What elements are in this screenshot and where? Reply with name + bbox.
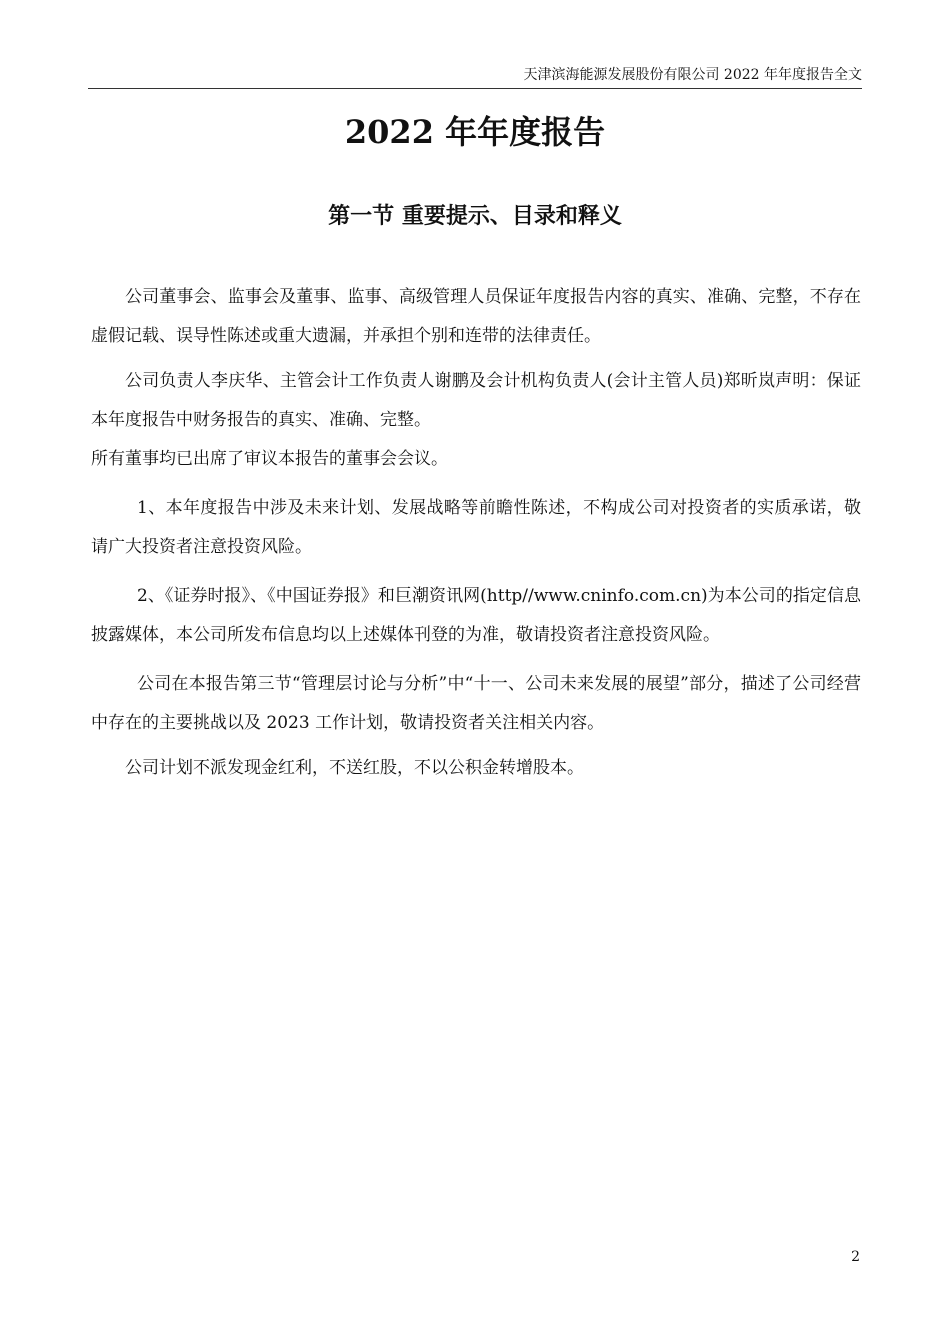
paragraph-board-guarantee: 公司董事会、监事会及董事、监事、高级管理人员保证年度报告内容的真实、准确、完整，不存在虚假记载、误导性陈述或重大遗漏，并承担个别和连带的法律责任。 [91,287,861,346]
section-heading: 第一节 重要提示、目录和释义 [328,203,622,229]
running-header: 天津滨海能源发展股份有限公司 2022 年年度报告全文 [523,67,862,83]
paragraph-outlook-reference: 公司在本报告第三节“管理层讨论与分析”中“十一、公司未来发展的展望”部分，描述了公司经营中存在的主要挑战以及 2023 工作计划，敬请投资者关注相关内容。 [91,674,861,733]
paragraph-directors-attendance: 所有董事均已出席了审议本报告的董事会会议。 [91,449,448,469]
page-title: 2022 年年度报告 [344,113,606,151]
paragraph-responsible-persons: 公司负责人李庆华、主管会计工作负责人谢鹏及会计机构负责人(会计主管人员)郑昕岚声明：保证本年度报告中财务报告的真实、准确、完整。 [91,371,861,430]
paragraph-disclosure-media: 2、《证券时报》、《中国证券报》和巨潮资讯网(http//www.cninfo.com.cn)为本公司的指定信息披露媒体，本公司所发布信息均以上述媒体刊登的为准，敬请投资者注意投资风险。 [91,586,861,645]
header-divider [88,88,862,89]
body-content [91,278,861,788]
paragraph-dividend-plan: 公司计划不派发现金红利，不送红股，不以公积金转增股本。 [125,758,584,778]
page-number: 2 [851,1249,860,1265]
paragraph-forward-looking: 1、本年度报告中涉及未来计划、发展战略等前瞻性陈述，不构成公司对投资者的实质承诺，敬请广大投资者注意投资风险。 [91,498,861,557]
